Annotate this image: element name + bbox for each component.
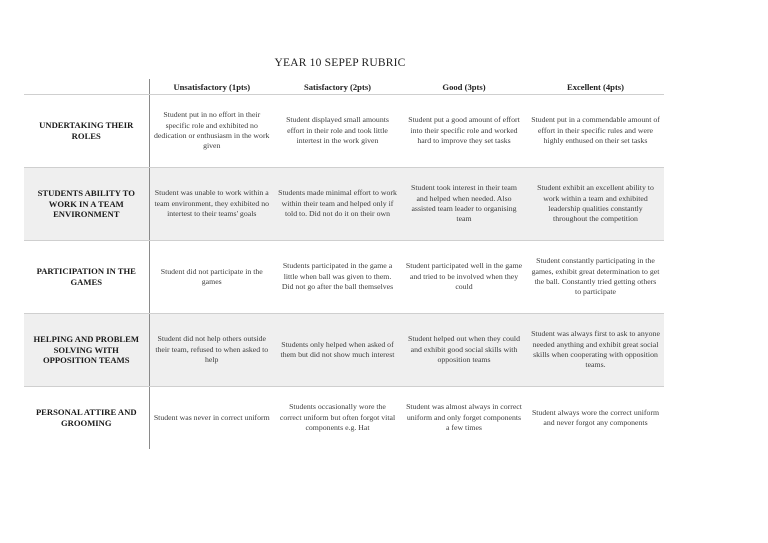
rubric-header-corner <box>24 79 149 95</box>
descriptor-cell: Student put in no effort in their specific role and exhibited no dedication or enthusiasm in the work given <box>149 95 274 168</box>
descriptor-cell: Student helped out when they could and exhibit good social skills with opposition teams <box>401 314 527 387</box>
descriptor-cell: Student always wore the correct uniform and never forgot any components <box>531 407 660 427</box>
descriptor-cell: Student was almost always in correct uniform and only forget components a few times <box>406 402 522 433</box>
level-header-satisfactory: Satisfactory (2pts) <box>274 79 401 95</box>
criterion-label: STUDENTS ABILITY TO WORK IN A TEAM ENVIRONMENT <box>24 168 149 241</box>
descriptor-cell: Student put in a commendable amount of effort in their specific rules and were highly enthused on their set tasks <box>527 95 664 168</box>
level-header-excellent: Excellent (4pts) <box>527 79 664 95</box>
descriptor-cell: Student was unable to work within a team environment, they exhibited no intertest to their teams' goals <box>149 168 274 241</box>
descriptor-cell: Student was never in correct uniform <box>153 412 270 422</box>
rubric-table <box>24 79 664 449</box>
rubric-row-helping-problem-solving <box>24 314 664 387</box>
rubric-row-participation <box>24 241 664 314</box>
criterion-label: HELPING AND PROBLEM SOLVING WITH OPPOSITION TEAMS <box>24 314 149 387</box>
criterion-label: PERSONAL ATTIRE AND GROOMING <box>24 387 149 450</box>
descriptor-cell: Students participated in the game a little when ball was given to them. Did not go after the ball themselves <box>274 241 401 314</box>
rubric-row-undertaking-roles <box>24 95 664 168</box>
descriptor-cell: Students made minimal effort to work within their team and helped only if told to. Did not do it on their own <box>274 168 401 241</box>
descriptor-cell: Student displayed small amounts effort in their role and took little intertest in the work given <box>274 95 401 168</box>
rubric-header-row <box>24 79 664 95</box>
rubric-row-team-environment <box>24 168 664 241</box>
descriptor-cell: Student constantly participating in the games, exhibit great determination to get the ball. Constantly tried getting others to participate <box>527 241 664 314</box>
descriptor-cell: Student did not participate in the games <box>149 241 274 314</box>
level-header-good: Good (3pts) <box>401 79 527 95</box>
descriptor-cell: Student participated well in the game and tried to be involved when they could <box>401 241 527 314</box>
descriptor-cell: Student did not help others outside their team, refused to when asked to help <box>149 314 274 387</box>
descriptor-cell: Students occasionally wore the correct uniform but often forgot vital components e.g. Hat <box>279 402 396 433</box>
descriptor-cell: Students only helped when asked of them but did not show much interest <box>274 314 401 387</box>
document-title: YEAR 10 SEPEP RUBRIC <box>274 57 406 69</box>
descriptor-cell: Student exhibit an excellent ability to work within a team and exhibited leadership qualities constantly throughout the competition <box>527 168 664 241</box>
level-header-unsatisfactory: Unsatisfactory (1pts) <box>149 79 274 95</box>
descriptor-cell: Student put a good amount of effort into their specific role and worked hard to improve they set tasks <box>401 95 527 168</box>
descriptor-cell: Student was always first to ask to anyone needed anything and exhibit great social skills when cooperating with opposition teams. <box>527 314 664 387</box>
descriptor-cell: Student took interest in their team and helped when needed. Also assisted team leader to organising team <box>401 168 527 241</box>
criterion-label: UNDERTAKING THEIR ROLES <box>24 95 149 168</box>
criterion-label: PARTICIPATION IN THE GAMES <box>24 241 149 314</box>
rubric-row-attire-grooming <box>24 387 664 450</box>
